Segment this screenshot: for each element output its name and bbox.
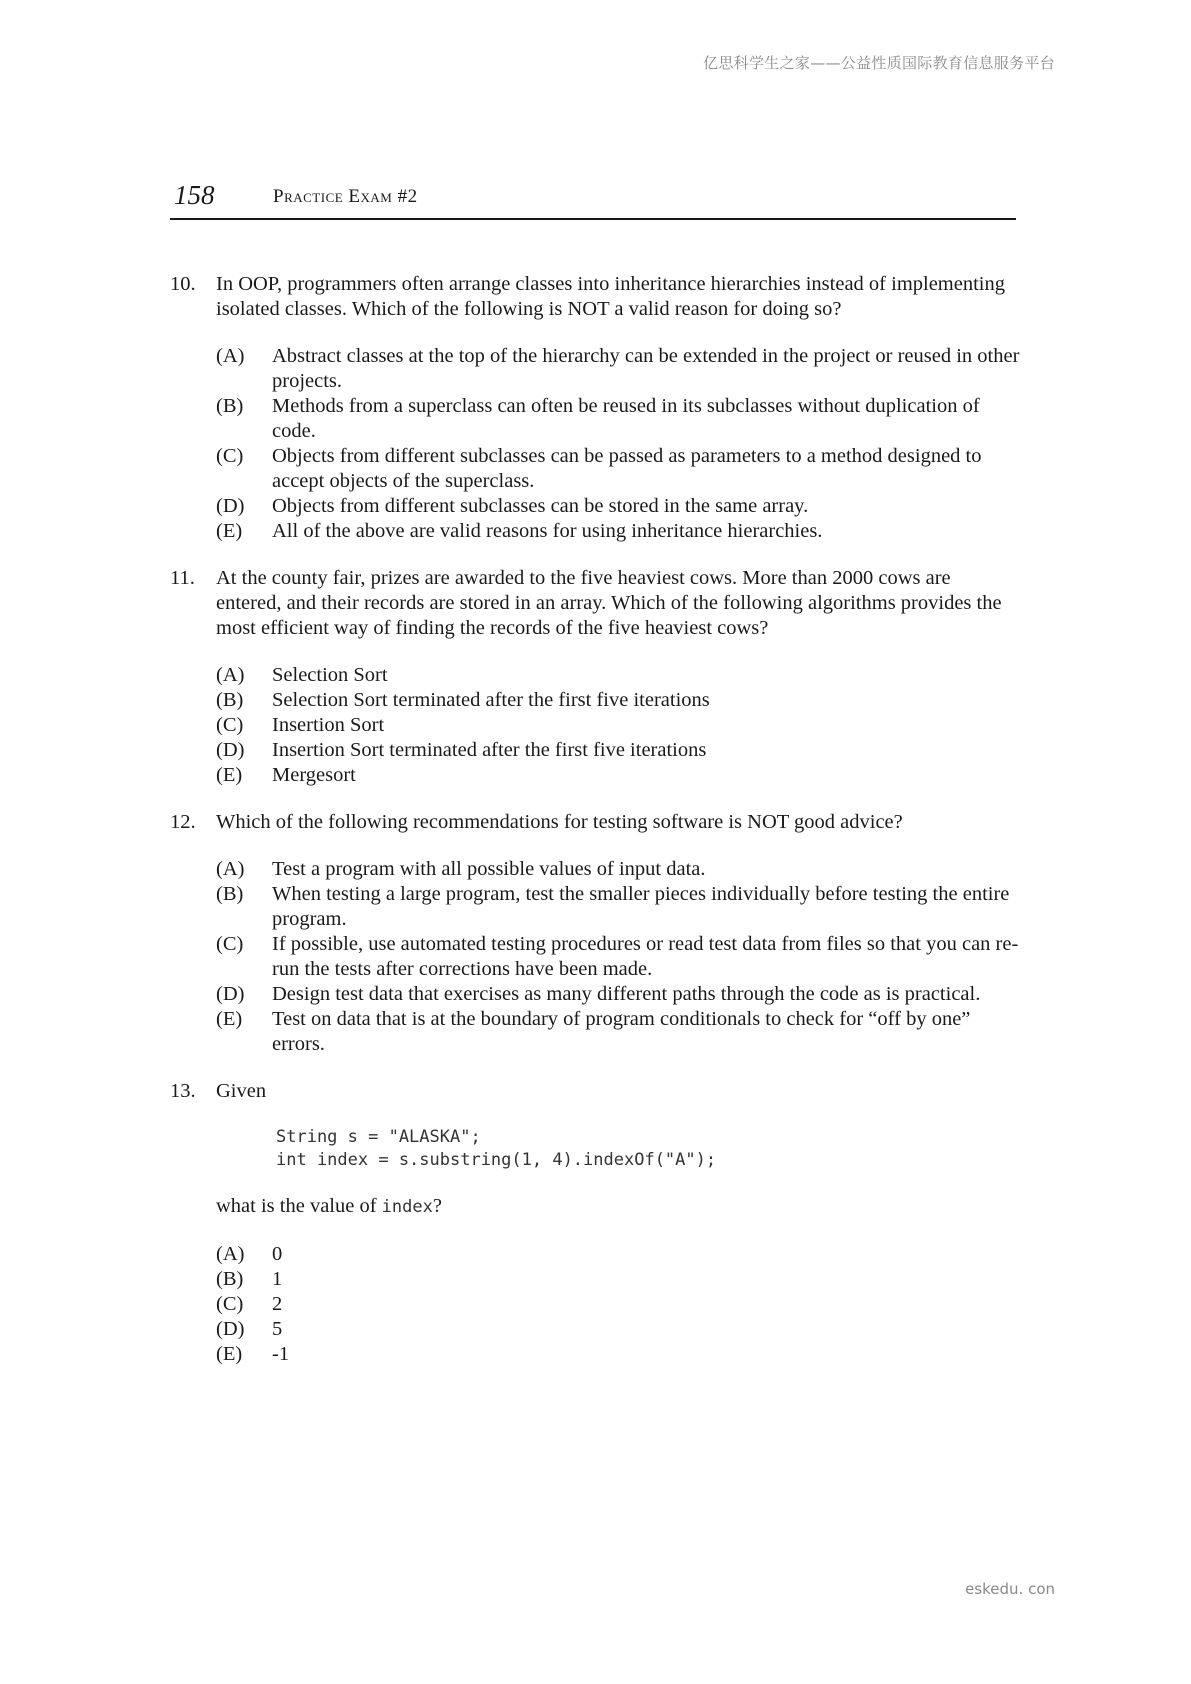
choice-text: -1 bbox=[272, 1343, 290, 1365]
answer-choice-b bbox=[216, 394, 1020, 444]
choice-letter: (C) bbox=[216, 445, 244, 467]
choice-text: 1 bbox=[272, 1268, 283, 1290]
section-title: Practice Exam #2 bbox=[273, 186, 418, 207]
choice-letter: (B) bbox=[216, 1268, 244, 1290]
answer-choice-a bbox=[216, 1242, 1020, 1267]
choice-letter: (D) bbox=[216, 983, 245, 1005]
choice-letter: (E) bbox=[216, 520, 243, 542]
inline-code: index bbox=[381, 1197, 433, 1217]
choice-text: Selection Sort terminated after the first five iterations bbox=[272, 689, 710, 711]
answer-choice-e bbox=[216, 1342, 1020, 1367]
choice-text: Insertion Sort bbox=[272, 714, 385, 736]
follow-up-question bbox=[216, 1194, 1020, 1220]
choice-text: Design test data that exercises as many different paths through the code as is practical. bbox=[272, 983, 981, 1005]
answer-choices bbox=[216, 1242, 1020, 1367]
page-number: 158 bbox=[174, 180, 215, 210]
choice-text: When testing a large program, test the smaller pieces individually before testing the entire program. bbox=[272, 883, 1010, 930]
answer-choice-a bbox=[216, 663, 1020, 688]
answer-choice-a bbox=[216, 344, 1020, 394]
answer-choice-a bbox=[216, 857, 1020, 882]
answer-choice-e bbox=[216, 519, 1020, 544]
choice-letter: (A) bbox=[216, 858, 245, 880]
choice-text: Methods from a superclass can often be reused in its subclasses without duplication of code. bbox=[272, 395, 980, 442]
question-list bbox=[170, 272, 1020, 1367]
choice-letter: (A) bbox=[216, 1243, 245, 1265]
answer-choice-e bbox=[216, 763, 1020, 788]
answer-choice-e bbox=[216, 1007, 1020, 1057]
answer-choice-c bbox=[216, 1292, 1020, 1317]
answer-choice-d bbox=[216, 738, 1020, 763]
code-line: String s = "ALASKA"; bbox=[276, 1127, 481, 1147]
choice-letter: (E) bbox=[216, 1008, 243, 1030]
answer-choice-c bbox=[216, 444, 1020, 494]
answer-choice-b bbox=[216, 882, 1020, 932]
question-stem: In OOP, programmers often arrange classes into inheritance hierarchies instead of implementing isolated classes. Which of the following is NOT a valid reason for doing so? bbox=[216, 273, 1005, 320]
answer-choices bbox=[216, 344, 1020, 544]
choice-letter: (A) bbox=[216, 345, 245, 367]
question-number: 13. bbox=[170, 1080, 196, 1102]
choice-letter: (C) bbox=[216, 714, 244, 736]
code-block bbox=[276, 1126, 1020, 1172]
choice-text: 5 bbox=[272, 1318, 283, 1340]
follow-up-end: ? bbox=[432, 1195, 442, 1217]
choice-letter: (D) bbox=[216, 495, 245, 517]
choice-text: Selection Sort bbox=[272, 664, 388, 686]
answer-choice-d bbox=[216, 982, 1020, 1007]
choice-text: Test on data that is at the boundary of program conditionals to check for “off by one” errors. bbox=[272, 1008, 971, 1055]
question-11 bbox=[170, 566, 1020, 788]
running-head bbox=[170, 178, 1016, 220]
choice-letter: (B) bbox=[216, 883, 244, 905]
watermark-top: 亿思科学生之家——公益性质国际教育信息服务平台 bbox=[703, 54, 1055, 72]
choice-text: All of the above are valid reasons for using inheritance hierarchies. bbox=[272, 520, 823, 542]
question-stem: At the county fair, prizes are awarded to the five heaviest cows. More than 2000 cows are entered, and their records are stored in an array. Which of the following algorithms provides the most efficient way of finding the records of the five heaviest cows? bbox=[216, 567, 1002, 639]
choice-text: Objects from different subclasses can be stored in the same array. bbox=[272, 495, 809, 517]
question-stem: Which of the following recommendations for testing software is NOT good advice? bbox=[216, 811, 903, 833]
question-stem: Given bbox=[216, 1080, 267, 1102]
watermark-bottom: eskedu. con bbox=[965, 1580, 1055, 1598]
question-13 bbox=[170, 1079, 1020, 1367]
choice-text: 2 bbox=[272, 1293, 283, 1315]
choice-letter: (E) bbox=[216, 1343, 243, 1365]
answer-choice-c bbox=[216, 713, 1020, 738]
question-number: 11. bbox=[170, 567, 195, 589]
choice-letter: (C) bbox=[216, 933, 244, 955]
choice-text: 0 bbox=[272, 1243, 283, 1265]
choice-letter: (C) bbox=[216, 1293, 244, 1315]
choice-text: Insertion Sort terminated after the first five iterations bbox=[272, 739, 707, 761]
choice-letter: (D) bbox=[216, 1318, 245, 1340]
choice-letter: (B) bbox=[216, 395, 244, 417]
answer-choices bbox=[216, 857, 1020, 1057]
question-number: 12. bbox=[170, 811, 196, 833]
choice-text: Objects from different subclasses can be passed as parameters to a method designed to accept objects of the superclass. bbox=[272, 445, 982, 492]
answer-choice-b bbox=[216, 688, 1020, 713]
choice-letter: (B) bbox=[216, 689, 244, 711]
choice-letter: (A) bbox=[216, 664, 245, 686]
answer-choice-d bbox=[216, 1317, 1020, 1342]
choice-letter: (D) bbox=[216, 739, 245, 761]
choice-text: Test a program with all possible values of input data. bbox=[272, 858, 706, 880]
choice-text: Mergesort bbox=[272, 764, 356, 786]
follow-up-text: what is the value of bbox=[216, 1195, 377, 1217]
question-12 bbox=[170, 810, 1020, 1057]
code-line: int index = s.substring(1, 4).indexOf("A"); bbox=[276, 1150, 717, 1170]
question-10 bbox=[170, 272, 1020, 544]
answer-choice-d bbox=[216, 494, 1020, 519]
answer-choices bbox=[216, 663, 1020, 788]
question-number: 10. bbox=[170, 273, 196, 295]
choice-letter: (E) bbox=[216, 764, 243, 786]
answer-choice-c bbox=[216, 932, 1020, 982]
answer-choice-b bbox=[216, 1267, 1020, 1292]
choice-text: If possible, use automated testing procedures or read test data from files so that you can re-run the tests after corrections have been made. bbox=[272, 933, 1019, 980]
choice-text: Abstract classes at the top of the hierarchy can be extended in the project or reused in other projects. bbox=[272, 345, 1020, 392]
